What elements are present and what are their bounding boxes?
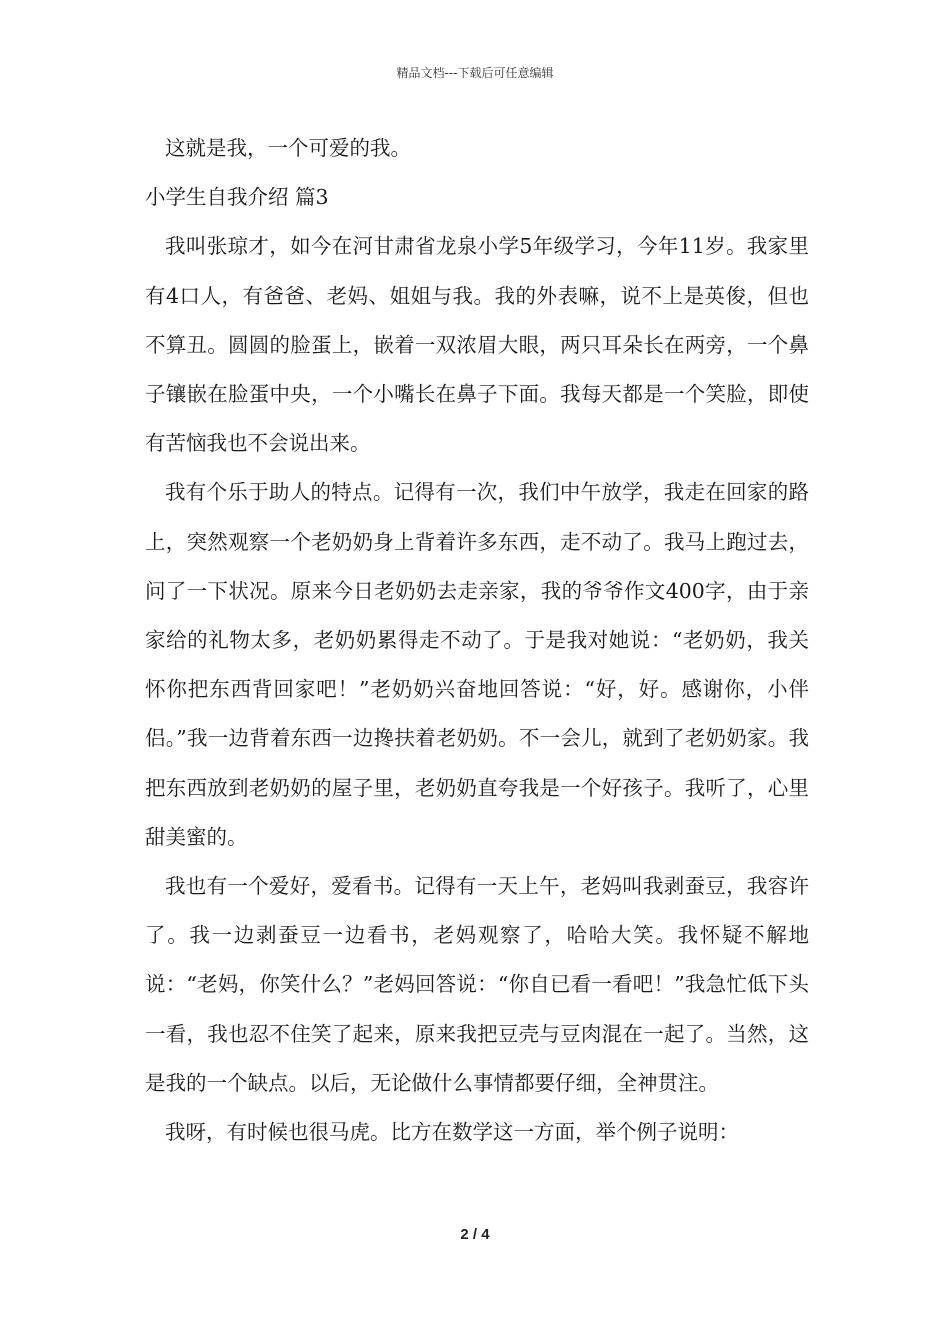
paragraph-3: 我也有一个爱好，爱看书。记得有一天上午，老妈叫我剥蚕豆，我容许了。我一边剥蚕豆一边看书，老妈观察了，哈哈大笑。我怀疑不解地说：“老妈，你笑什么？”老妈回答说：“你自已看一看吧！”我急忙低下头一看，我也忍不住笑了起来，原来我把豆壳与豆肉混在一起了。当然，这是我的一个缺点。以后，无论做什么事情都要仔细，全神贯注。 (145, 874, 809, 1095)
intro-line: 这就是我，一个可爱的我。 (165, 136, 411, 160)
paragraph-1: 我叫张琼才，如今在河甘肃省龙泉小学5年级学习，今年11岁。我家里有4口人，有爸爸、老妈、姐姐与我。我的外表嘛，说不上是英俊，但也不算丑。圆圆的脸蛋上，嵌着一双浓眉大眼，两只耳朵长在两旁，一个鼻子镶嵌在脸蛋中央，一个小嘴长在鼻子下面。我每天都是一个笑脸，即使有苦恼我也不会说出来。 (145, 234, 809, 456)
page-number: 2 / 4 (460, 1226, 490, 1243)
paragraph-4: 我呀，有时候也很马虎。比方在数学这一方面，举个例子说明： (165, 1120, 739, 1145)
paragraph-2: 我有个乐于助人的特点。记得有一次，我们中午放学，我走在回家的路上，突然观察一个老奶奶身上背着许多东西，走不动了。我马上跑过去，问了一下状况。原来今日老奶奶去走亲家，我的爷爷作文400字，由于亲家给的礼物太多，老奶奶累得走不动了。于是我对她说：“老奶奶，我关怀你把东西背回家吧！”老奶奶兴奋地回答说：“好，好。感谢你，小伴侣。”我一边背着东西一边搀扶着老奶奶。不一会儿，就到了老奶奶家。我把东西放到老奶奶的屋子里，老奶奶直夸我是一个好孩子。我听了，心里甜美蜜的。 (145, 480, 809, 849)
page-header: 精品文档---下载后可任意编辑 (396, 66, 554, 80)
document-body (145, 124, 809, 1157)
section-title: 小学生自我介绍 篇3 (145, 185, 329, 210)
